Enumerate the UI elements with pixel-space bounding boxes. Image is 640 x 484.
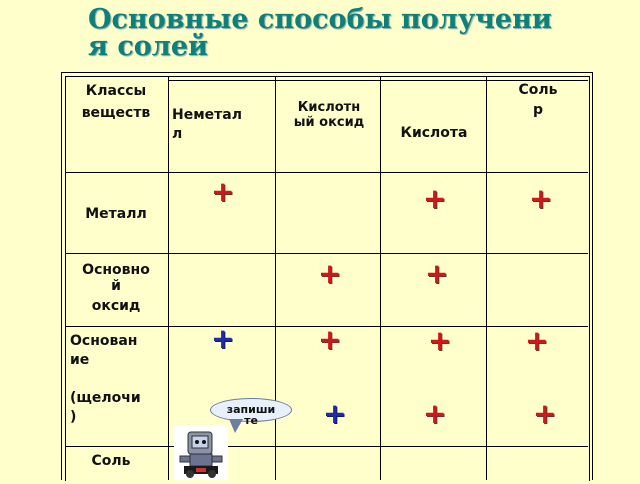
header-nonmetal-line-2: л bbox=[172, 126, 183, 142]
speech-bubble-line-1: запиши bbox=[226, 403, 276, 416]
speech-bubble bbox=[210, 398, 292, 427]
header-salt-line-1: Соль bbox=[518, 82, 558, 98]
row-header-basic-oxide-line-2: й bbox=[111, 278, 121, 294]
table-border-top bbox=[61, 72, 593, 73]
row-header-basic-oxide-line-3: оксид bbox=[91, 298, 141, 314]
row-header-basic-oxide bbox=[66, 262, 166, 314]
header-classes-line-1: Классы bbox=[85, 83, 147, 99]
plus-alkali-acid-oxide: + bbox=[323, 397, 347, 430]
plus-base-acid-oxide: + bbox=[318, 323, 342, 356]
slide-title-line-1: Основные способы получени bbox=[88, 4, 552, 35]
row-header-metal bbox=[66, 205, 166, 223]
row-header-base-line-3 bbox=[70, 370, 166, 389]
row-header-basic-oxide-line-1: Основно bbox=[82, 262, 150, 278]
header-salt bbox=[490, 80, 586, 120]
header-classes-line-2: веществ bbox=[81, 105, 151, 121]
robot-icon bbox=[174, 426, 228, 480]
row-header-base-line-1: Основан bbox=[70, 333, 138, 349]
speech-bubble-tail bbox=[229, 419, 243, 433]
plus-alkali-salt: + bbox=[533, 397, 557, 430]
row-header-base bbox=[70, 332, 166, 427]
header-nonmetal-line-1: Неметал bbox=[172, 107, 242, 123]
row-header-salt bbox=[66, 452, 156, 470]
slide-title bbox=[88, 6, 588, 60]
header-acid-oxide bbox=[280, 100, 378, 130]
header-acid-oxide-line-2: ый оксид bbox=[293, 115, 365, 130]
plus-base-salt: + bbox=[525, 324, 549, 357]
header-salt-line-2: р bbox=[532, 102, 544, 118]
plus-metal-acid: + bbox=[423, 182, 447, 215]
row-header-base-line-4: (щелочи bbox=[70, 390, 141, 406]
row-header-base-line-2: ие bbox=[70, 352, 90, 368]
row-line-4 bbox=[65, 446, 588, 447]
row-line-2 bbox=[65, 253, 588, 254]
col-line-3 bbox=[380, 76, 381, 480]
header-nonmetal bbox=[172, 106, 272, 144]
plus-base-acid: + bbox=[428, 324, 452, 357]
header-classes bbox=[66, 80, 166, 124]
header-acid-oxide-line-1: Кислотн bbox=[297, 100, 361, 115]
header-acid-line-1: Кислота bbox=[400, 125, 468, 141]
row-header-salt-line-1: Соль bbox=[91, 453, 131, 469]
col-line-4 bbox=[486, 76, 487, 480]
row-header-base-line-5: ) bbox=[70, 409, 77, 425]
slide-title-line-2: я солей bbox=[88, 31, 209, 62]
plus-basic-oxide-acid: + bbox=[425, 257, 449, 290]
row-line-1 bbox=[65, 172, 588, 173]
header-acid bbox=[384, 124, 484, 142]
plus-metal-nonmetal: + bbox=[211, 175, 235, 208]
plus-metal-salt: + bbox=[529, 182, 553, 215]
col-line-1 bbox=[168, 76, 169, 480]
plus-basic-oxide-acid-oxide: + bbox=[318, 257, 342, 290]
plus-alkali-acid: + bbox=[423, 397, 447, 430]
plus-base-nonmetal: + bbox=[211, 322, 235, 355]
speech-bubble-line-2: те bbox=[244, 414, 258, 427]
row-header-metal-line-1: Металл bbox=[85, 206, 147, 222]
table-border-left bbox=[61, 72, 62, 480]
table-border-right bbox=[592, 72, 593, 480]
